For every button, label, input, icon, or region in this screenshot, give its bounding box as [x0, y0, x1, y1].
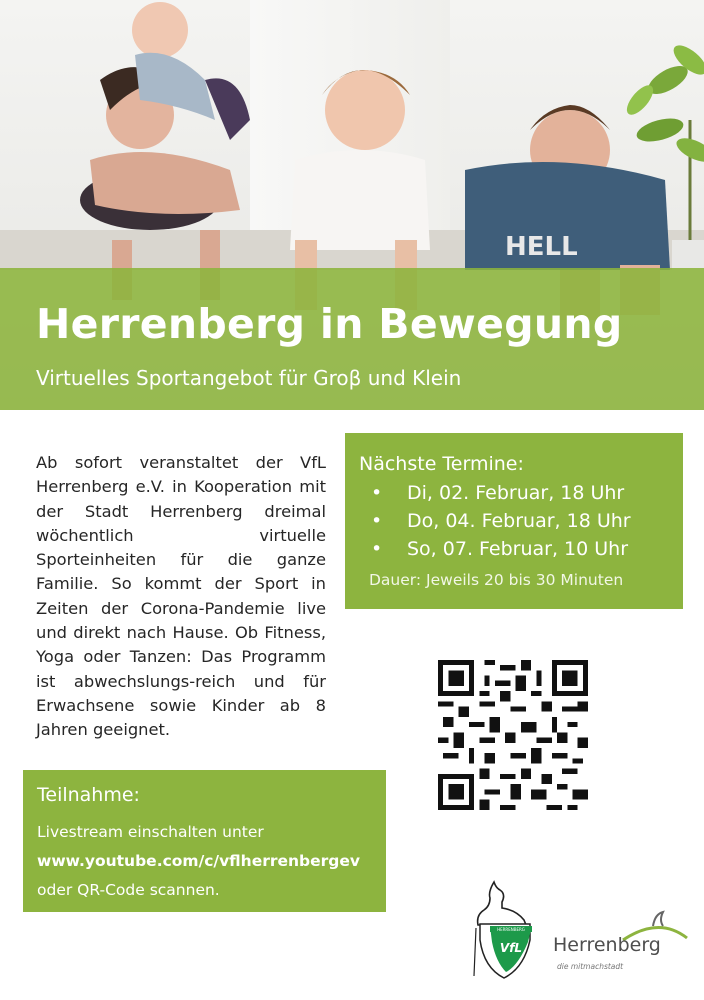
participation-qr-hint: oder QR-Code scannen.: [37, 881, 220, 899]
page-subtitle: Virtuelles Sportangebot für Groβ und Klein: [36, 366, 462, 390]
date-item: • So, 07. Februar, 10 Uhr: [359, 535, 683, 563]
date-item: • Di, 02. Februar, 18 Uhr: [359, 479, 683, 507]
woman-with-baby-illustration: [80, 2, 250, 300]
session-duration: Dauer: Jeweils 20 bis 30 Minuten: [369, 571, 624, 589]
bullet-icon: •: [371, 510, 383, 532]
qr-code-icon[interactable]: [438, 660, 588, 810]
club-logo-label: HERRENBERG: [497, 927, 525, 932]
participation-text: Livestream einschalten unter: [37, 823, 264, 841]
city-logo-tagline: die mitmachstadt: [557, 962, 624, 971]
upcoming-dates-title: Nächste Termine:: [359, 453, 524, 475]
upcoming-dates-list: [359, 479, 683, 563]
date-item: • Do, 04. Februar, 18 Uhr: [359, 507, 683, 535]
youtube-link[interactable]: www.youtube.com/c/vflherrenbergev: [37, 852, 361, 870]
bullet-icon: •: [371, 538, 383, 560]
city-logo-name: Herrenberg: [553, 934, 661, 956]
vfl-club-logo-icon: [466, 880, 538, 980]
intro-paragraph: Ab sofort veranstaltet der VfL Herrenberg e.V. in Kooperation mit der Stadt Herrenberg dreimal wöchentlich virtuelle Sporteinheiten für die ganze Familie. So kommt der Sport in Zeiten der Corona-Pandemie live und direkt nach Hause. Ob Fitness, Yoga oder Tanzen: Das Programm ist abwechslungs-reich und für Erwachsene sowie Kinder ab 8 Jahren geeignet.: [36, 453, 326, 740]
participation-box: [23, 770, 386, 912]
club-logo-letters: VfL: [499, 941, 523, 955]
upcoming-dates-box: [345, 433, 683, 609]
bullet-icon: •: [371, 482, 383, 504]
participation-title: Teilnahme:: [37, 784, 140, 806]
svg-text:HELL: HELL: [505, 232, 578, 262]
herrenberg-city-logo: [553, 906, 693, 986]
page-title: Herrenberg in Bewegung: [36, 300, 623, 348]
